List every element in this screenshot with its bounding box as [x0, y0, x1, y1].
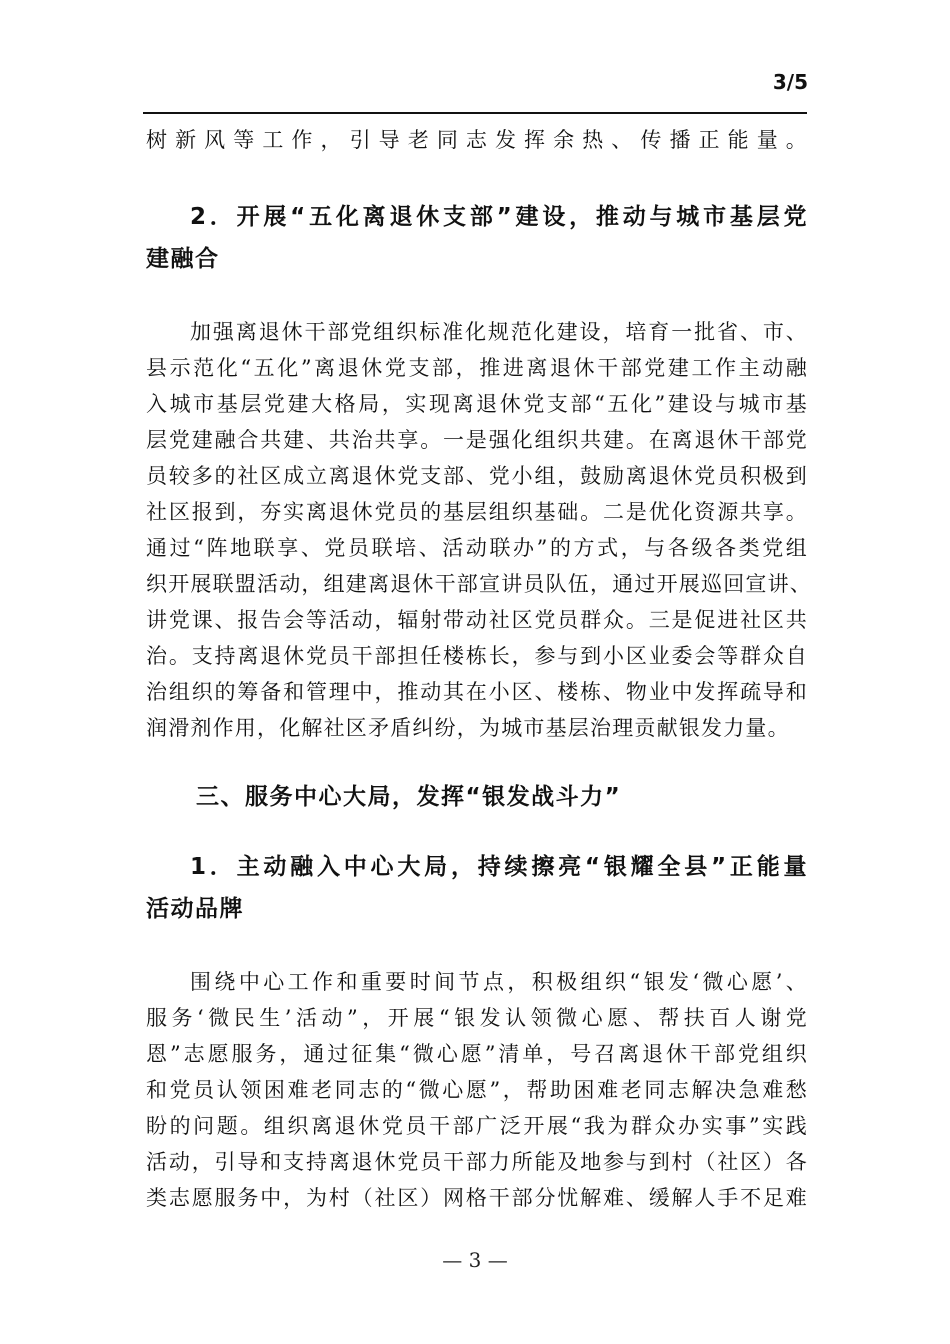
paragraph-line: 加强离退休干部党组织标准化规范化建设，培育一批省、市、	[190, 320, 808, 344]
page-number: — 3 —	[442, 1248, 508, 1272]
paragraph-line: 活动，引导和支持离退休党员干部力所能及地参与到村（社区）各	[146, 1150, 808, 1174]
subsection-heading-line: 2．开展“五化离退休支部”建设，推动与城市基层党	[190, 204, 808, 230]
paragraph-line: 层党建融合共建、共治共享。一是强化组织共建。在离退休干部党	[146, 428, 808, 452]
paragraph-line: 盼的问题。组织离退休党员干部广泛开展“我为群众办实事”实践	[146, 1114, 808, 1138]
page-indicator: 3/5	[772, 70, 808, 94]
section-heading: 三、服务中心大局，发挥“银发战斗力”	[196, 784, 622, 810]
subsection-heading-1	[146, 196, 808, 280]
paragraph-line: 润滑剂作用，化解社区矛盾纠纷，为城市基层治理贡献银发力量。	[146, 716, 790, 740]
paragraph-line: 织开展联盟活动，组建离退休干部宣讲员队伍，通过开展巡回宣讲、	[146, 572, 812, 596]
document-body	[146, 122, 812, 1216]
paragraph-line: 通过“阵地联享、党员联培、活动联办”的方式，与各级各类党组	[146, 536, 808, 560]
paragraph-1	[146, 314, 812, 746]
paragraph-line: 治组织的筹备和管理中，推动其在小区、楼栋、物业中发挥疏导和	[146, 680, 808, 704]
paragraph-line: 员较多的社区成立离退休党支部、党小组，鼓励离退休党员积极到	[146, 464, 808, 488]
subsection-heading-line: 1．主动融入中心大局，持续擦亮“银耀全县”正能量	[190, 854, 808, 880]
paragraph-line: 县示范化“五化”离退休党支部，推进离退休干部党建工作主动融	[146, 356, 808, 380]
header-rule	[143, 112, 807, 114]
paragraph-line: 服务‘微民生’活动”，开展“银发认领微心愿、帮扶百人谢党	[146, 1006, 808, 1030]
paragraph-line: 讲党课、报告会等活动，辐射带动社区党员群众。三是促进社区共	[146, 608, 808, 632]
subsection-heading-line: 活动品牌	[146, 896, 244, 922]
subsection-heading-line: 建融合	[146, 246, 220, 272]
continuation-line: 树新风等工作，引导老同志发挥余热、传播正能量。	[146, 128, 808, 152]
paragraph-line: 社区报到，夯实离退休党员的基层组织基础。二是优化资源共享。	[146, 500, 808, 524]
paragraph-line: 和党员认领困难老同志的“微心愿”，帮助困难老同志解决急难愁	[146, 1078, 808, 1102]
paragraph-line: 入城市基层党建大格局，实现离退休党支部“五化”建设与城市基	[146, 392, 808, 416]
paragraph-line: 类志愿服务中，为村（社区）网格干部分忧解难、缓解人手不足难	[146, 1186, 808, 1210]
paragraph-line: 恩”志愿服务，通过征集“微心愿”清单，号召离退休干部党组织	[146, 1042, 808, 1066]
subsection-heading-2	[146, 846, 808, 930]
paragraph-2	[146, 964, 808, 1216]
paragraph-line: 治。支持离退休党员干部担任楼栋长，参与到小区业委会等群众自	[146, 644, 808, 668]
paragraph-line: 围绕中心工作和重要时间节点，积极组织“银发‘微心愿’、	[190, 970, 808, 994]
